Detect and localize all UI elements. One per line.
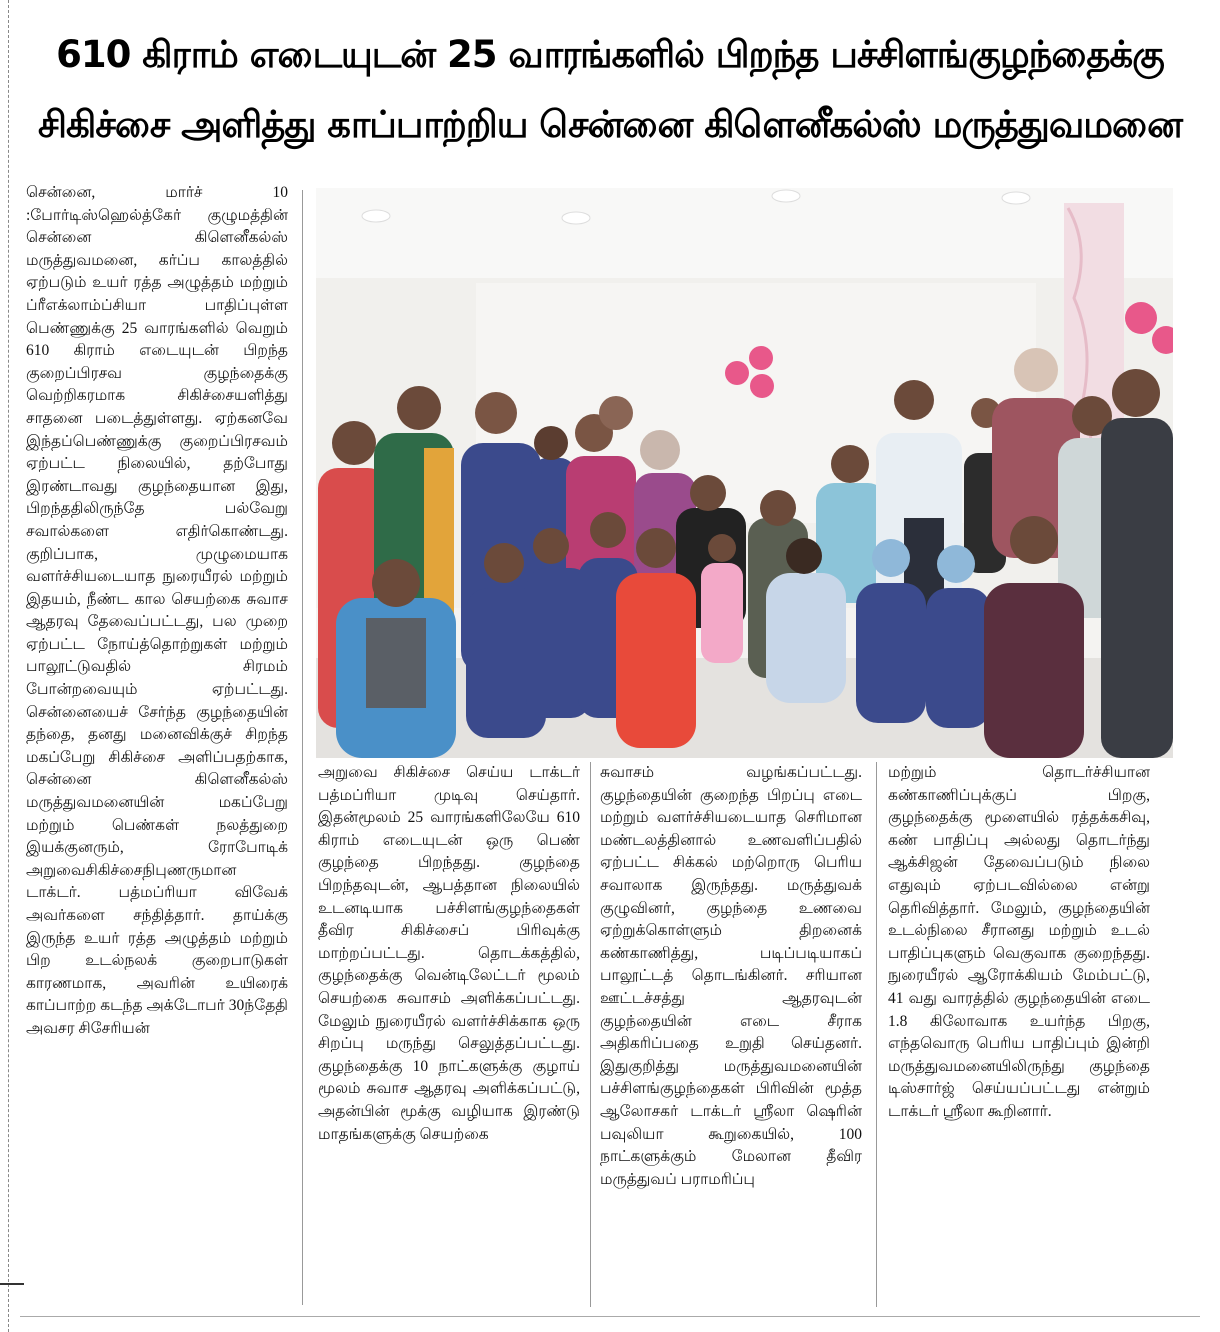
column-divider xyxy=(302,190,303,1305)
article-column-1-text: சென்னை, மார்ச் 10 :போர்டிஸ்ஹெல்த்கேர் குழுமத்தின் சென்னை கிளெனீகல்ஸ் மருத்துவமனை, கர்ப்ப காலத்தில் ஏற்படும் உயர் ரத்த அழுத்தம் மற்றும் ப்ரீஎக்லாம்ப்சியா பாதிப்புள்ள பெண்ணுக்கு 25 வாரங்களில் வெறும் 610 கிராம் எடையுடன் பிறந்த குறைப்பிரசவ குழந்தைக்கு வெற்றிகரமாக சிகிச்சையளித்து சாதனை படைத்துள்ளது. ஏற்கனவே இந்தப்பெண்ணுக்கு குறைப்பிரசவம் ஏற்பட்ட நிலையில், தற்போது இரண்டாவது குழந்தையான இது, பிறந்ததிலிருந்தே பல்வேறு சவால்களை எதிர்கொண்டது. குறிப்பாக, முழுமையாக வளர்ச்சியடையாத நுரையீரல் மற்றும் இதயம், நீண்ட கால செயற்கை சுவாச ஆதரவு தேவைப்பட்டது, பல முறை ஏற்பட்ட நோய்த்தொற்றுகள் மற்றும் பாலூட்டுவதில் சிரமம் போன்றவையும் ஏற்பட்டது. சென்னையைச் சேர்ந்த குழந்தையின் தந்தை, தனது மனைவிக்குச் சிறந்த மகப்பேறு சிகிச்சை அளிப்பதற்காக, சென்னை கிளெனீகல்ஸ் மருத்துவமனையின் மகப்பேறு மற்றும் பெண்கள் நலத்துறை இயக்குனரும், ரோபோடிக் அறுவைசிகிச்சைநிபுணருமான டாக்டர். பத்மப்ரியா விவேக் அவர்களை சந்தித்தார். தாய்க்கு இருந்த உயர் ரத்த அழுத்தம் மற்றும் பிற உடல்நலக் குறைபாடுகள் காரணமாக, அவரின் உயிரைக் காப்பாற்ற கடந்த அக்டோபர் 30ந்தேதி அவசர சிசேரியன் xyxy=(26,184,288,1037)
group-photo xyxy=(316,188,1173,758)
article-column-2 xyxy=(318,762,580,1307)
column-divider xyxy=(876,762,877,1307)
page-edge-rule xyxy=(8,0,10,1332)
headline xyxy=(20,20,1200,160)
article-column-2-text: அறுவை சிகிச்சை செய்ய டாக்டர் பத்மப்ரியா முடிவு செய்தார். இதன்மூலம் 25 வாரங்களிலேயே 610 கிராம் எடையுடன் ஒரு பெண் குழந்தை பிறந்தது. குழந்தை பிறந்தவுடன், ஆபத்தான நிலையில் உடனடியாக பச்சிளங்குழந்தைகள் தீவிர சிகிச்சைப் பிரிவுக்கு மாற்றப்பட்டது. தொடக்கத்தில், குழந்தைக்கு வென்டிலேட்டர் மூலம் செயற்கை சுவாசம் அளிக்கப்பட்டது. மேலும் நுரையீரல் வளர்ச்சிக்காக ஒரு சிறப்பு மருந்து செலுத்தப்பட்டது. குழந்தைக்கு 10 நாட்களுக்கு குழாய் மூலம் சுவாச ஆதரவு அளிக்கப்பட்டு, அதன்பின் மூக்கு வழியாக இரண்டு மாதங்களுக்கு செயற்கை xyxy=(318,764,580,1143)
headline-line-2: சிகிச்சை அளித்து காப்பாற்றிய சென்னை கிளெனீகல்ஸ் மருத்துவமனை xyxy=(38,103,1182,146)
article-column-1 xyxy=(26,182,288,1307)
group-photo-illustration xyxy=(316,188,1173,758)
balloon xyxy=(1125,302,1157,334)
column-divider xyxy=(590,762,591,1307)
article-column-4 xyxy=(888,762,1150,1307)
article-column-3-text: சுவாசம் வழங்கப்பட்டது. குழந்தையின் குறைந்த பிறப்பு எடை மற்றும் வளர்ச்சியடையாத செரிமான மண்டலத்தினால் உணவளிப்பதில் ஏற்பட்ட சிக்கல் மற்றொரு பெரிய சவாலாக இருந்தது. மருத்துவக் குழுவினர், குழந்தை உணவை ஏற்றுக்கொள்ளும் திறனைக் கண்காணித்து, படிப்படியாகப் பாலூட்டத் தொடங்கினர். சரியான ஊட்டச்சத்து ஆதரவுடன் குழந்தையின் எடை சீராக அதிகரிப்பதை உறுதி செய்தனர். இதுகுறித்து மருத்துவமனையின் பச்சிளங்குழந்தைகள் பிரிவின் மூத்த ஆலோசகர் டாக்டர் ஸ்ரீலா ஷெரின் பவுலியா கூறுகையில், 100 நாட்களுக்கும் மேலான தீவிர மருத்துவப் பராமரிப்பு xyxy=(600,764,862,1188)
article-column-3 xyxy=(600,762,862,1307)
balloon xyxy=(725,361,749,385)
bottom-rule xyxy=(20,1316,1200,1317)
page-edge-mark xyxy=(0,1283,24,1285)
balloon xyxy=(749,346,773,370)
balloon xyxy=(750,374,774,398)
headline-line-1: 610 கிராம் எடையுடன் 25 வாரங்களில் பிறந்த பச்சிளங்குழந்தைக்கு xyxy=(56,33,1164,76)
article-column-4-text: மற்றும் தொடர்ச்சியான கண்காணிப்புக்குப் பிறகு, குழந்தைக்கு மூளையில் ரத்தக்கசிவு, கண் பாதிப்பு அல்லது தொடர்ந்து ஆக்சிஜன் தேவைப்படும் நிலை எதுவும் ஏற்படவில்லை என்று தெரிவித்தார். மேலும், குழந்தையின் உடல்நிலை சீரானது மற்றும் உடல் பாதிப்புகளும் வெகுவாக குறைந்தது. நுரையீரல் ஆரோக்கியம் மேம்பட்டு, 41 வது வாரத்தில் குழந்தையின் எடை 1.8 கிலோவாக உயர்ந்த பிறகு, எந்தவொரு பெரிய பாதிப்பும் இன்றி மருத்துவமனையிலிருந்து குழந்தை டிஸ்சார்ஜ் செய்யப்பட்டது என்றும் டாக்டர் ஸ்ரீலா கூறினார். xyxy=(888,764,1150,1120)
